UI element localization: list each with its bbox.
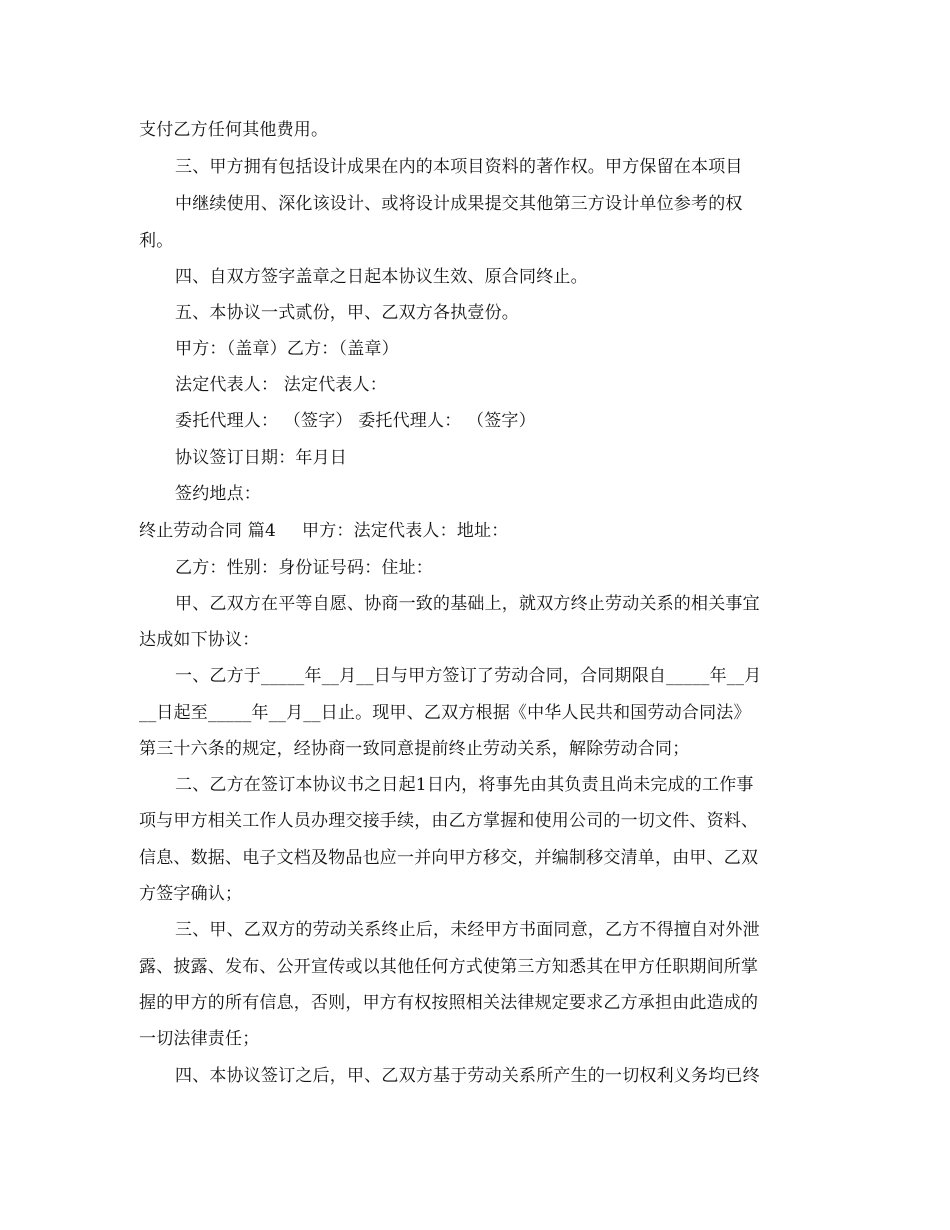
text-line: 达成如下协议： <box>139 630 260 650</box>
text-line: 握的甲方的所有信息，否则，甲方有权按照相关法律规定要求乙方承担由此造成的 <box>139 993 759 1013</box>
text-line: 四、自双方签字盖章之日起本协议生效、原合同终止。 <box>175 267 588 287</box>
section-heading-line <box>139 520 508 542</box>
text-line: 三、甲方拥有包括设计成果在内的本项目资料的著作权。甲方保留在本项目 <box>175 157 743 177</box>
text-line: 乙方：性别：身份证号码：住址： <box>175 558 433 578</box>
section-first-line: 甲方：法定代表人：地址： <box>302 521 509 541</box>
text-line: 露、披露、发布、公开宣传或以其他任何方式使第三方知悉其在甲方任职期间所掌 <box>139 957 759 977</box>
text-line: 中继续使用、深化该设计、或将设计成果提交其他第三方设计单位参考的权 <box>175 194 743 214</box>
text-line: 支付乙方任何其他费用。 <box>139 120 329 140</box>
section-title: 终止劳动合同 篇4 <box>139 521 277 541</box>
text-line: __日起至_____年__月__日止。现甲、乙双方根据《中华人民共和国劳动合同法》 <box>139 703 751 723</box>
text-line: 一、乙方于_____年__月__日与甲方签订了劳动合同，合同期限自_____年__月 <box>175 666 762 686</box>
text-line: 三、甲、乙双方的劳动关系终止后，未经甲方书面同意，乙方不得擅自对外泄 <box>175 920 760 940</box>
text-line: 五、本协议一式贰份，甲、乙双方各执壹份。 <box>175 303 519 323</box>
text-line: 甲、乙双方在平等自愿、协商一致的基础上，就双方终止劳动关系的相关事宜 <box>175 594 760 614</box>
text-line: 项与甲方相关工作人员办理交接手续，由乙方掌握和使用公司的一切文件、资料、 <box>139 811 759 831</box>
text-line: 信息、数据、电子文档及物品也应一并向甲方移交，并编制移交清单，由甲、乙双 <box>139 848 759 868</box>
text-line: 第三十六条的规定，经协商一致同意提前终止劳动关系，解除劳动合同； <box>139 739 690 759</box>
text-line: 利。 <box>139 231 174 251</box>
text-line: 二、乙方在签订本协议书之日起1日内，将事先由其负责且尚未完成的工作事 <box>175 775 754 795</box>
text-line: 委托代理人： （签字） 委托代理人： （签字） <box>175 411 536 431</box>
text-line: 法定代表人： 法定代表人： <box>175 375 388 395</box>
text-line: 甲方：（盖章）乙方：（盖章） <box>175 339 399 359</box>
text-line: 一切法律责任； <box>139 1029 260 1049</box>
text-line: 签约地点： <box>175 484 261 504</box>
text-line: 协议签订日期：年月日 <box>175 448 347 468</box>
text-line: 四、本协议签订之后，甲、乙双方基于劳动关系所产生的一切权利义务均已终 <box>175 1066 760 1086</box>
text-line: 方签字确认； <box>139 884 243 904</box>
